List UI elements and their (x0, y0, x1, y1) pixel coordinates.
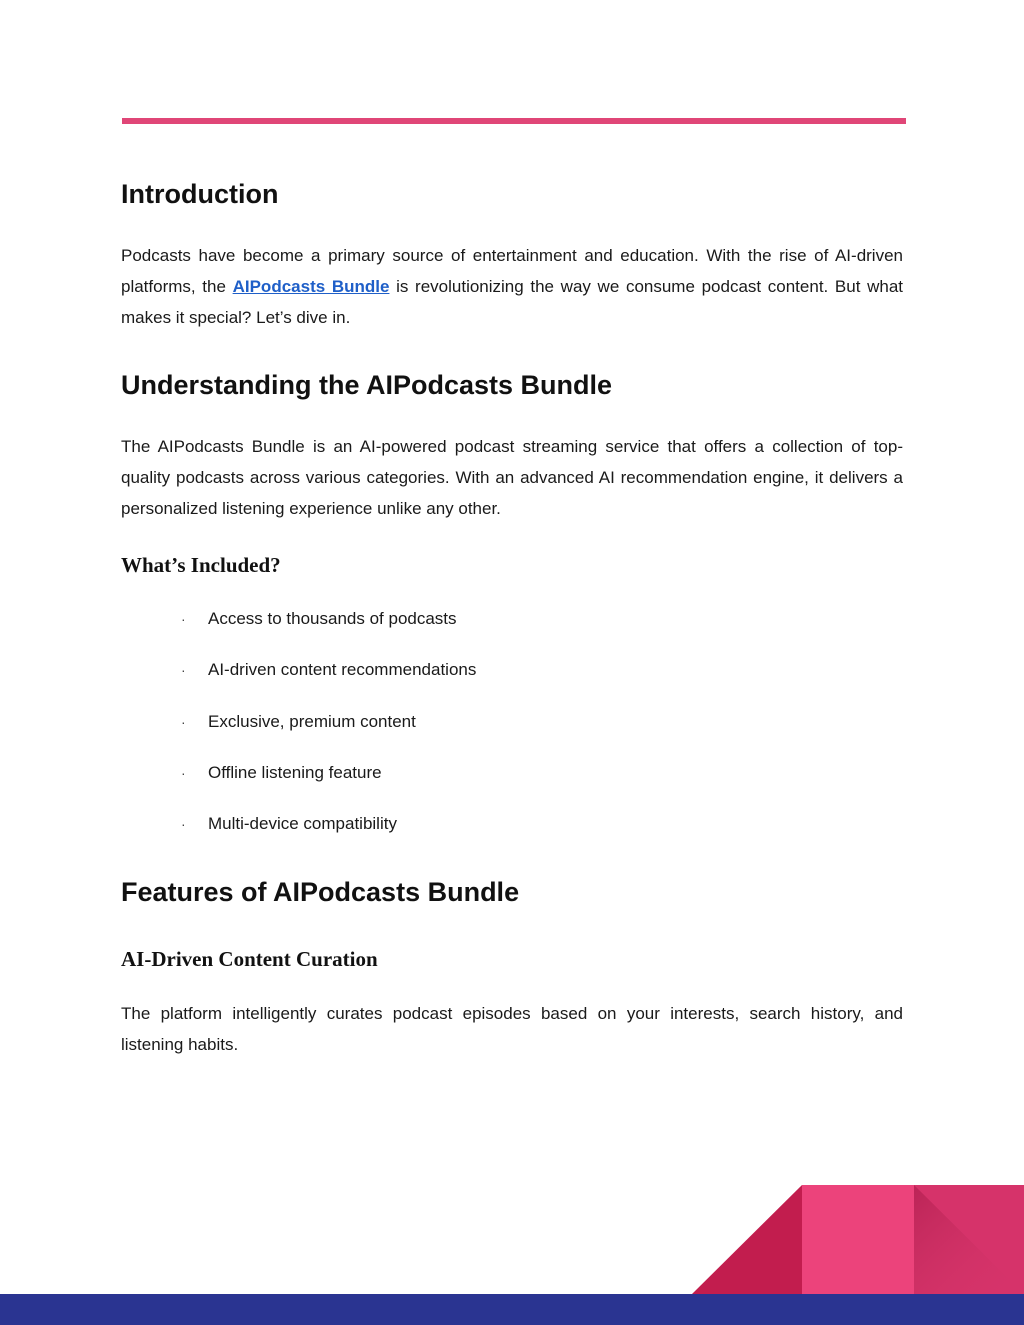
footer-bar (0, 1294, 1024, 1325)
deco-block-middle (802, 1185, 914, 1294)
list-item-text: Offline listening feature (208, 762, 382, 782)
heading-features: Features of AIPodcasts Bundle (121, 877, 520, 907)
heading-whats-included: What’s Included? (121, 553, 281, 577)
features-paragraph: The platform intelligently curates podcast episodes based on your interests, search history, and listening habits. (121, 1004, 903, 1054)
heading-understanding: Understanding the AIPodcasts Bundle (121, 370, 613, 400)
intro-text-after-link: is revolutionizing the way we consume podcast content. But what makes it special? Let’s dive in. (121, 277, 904, 327)
understanding-paragraph: The AIPodcasts Bundle is an AI-powered podcast streaming service that offers a collection of top-quality podcasts across various categories. With an advanced AI recommendation engine, it delivers a personalized listening experience unlike any other. (121, 437, 903, 518)
aipodcasts-bundle-link[interactable]: AIPodcasts Bundle (232, 277, 390, 296)
heading-introduction: Introduction (121, 179, 279, 209)
heading-ai-driven-curation: AI-Driven Content Curation (121, 947, 378, 971)
list-item-text: Multi-device compatibility (208, 814, 397, 834)
list-item-text: Access to thousands of podcasts (208, 609, 457, 628)
intro-text-before-link: Podcasts have become a primary source of entertainment and education. With the rise of AI-driven platforms, the (121, 246, 903, 296)
list-item-text: Exclusive, premium content (208, 711, 416, 731)
bullet-icon: · (181, 764, 186, 781)
bullet-icon: · (181, 713, 186, 730)
list-item-text: AI-driven content recommendations (208, 660, 477, 680)
deco-triangle-left (692, 1185, 802, 1294)
bullet-icon: · (181, 662, 186, 679)
bullet-icon: · (181, 611, 186, 627)
bullet-icon: · (181, 816, 186, 833)
